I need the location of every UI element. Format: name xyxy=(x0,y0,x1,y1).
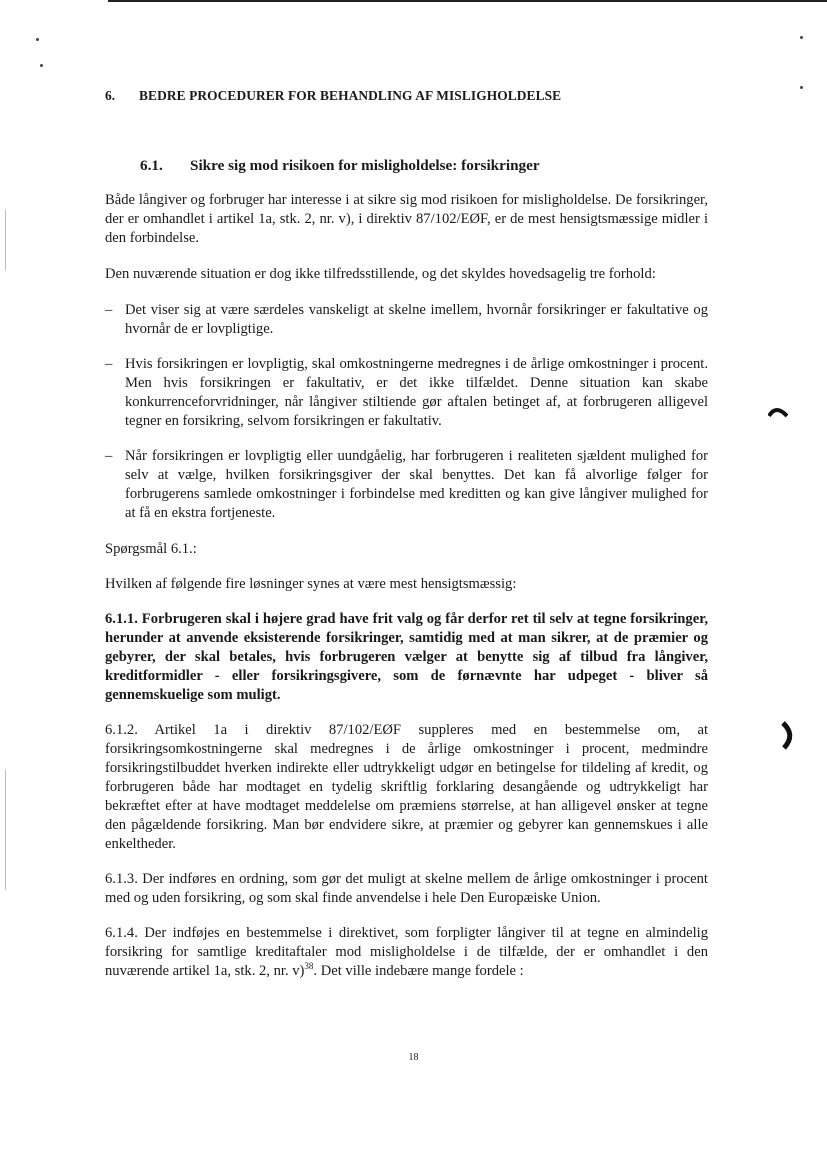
scan-edge-line xyxy=(5,770,6,890)
section-number: 6. xyxy=(105,88,116,103)
paragraph-intro: Både långiver og forbruger har interesse i at sikre sig mod risikoen for misligholdelse. De forsikringer, der er omhandlet i artikel 1a, stk. 2, nr. v), i direktiv 87/102/EØF, er de mest hensigtsmæssige midler i den forbindelse. xyxy=(105,192,708,246)
bullet-text: Hvis forsikringen er lovpligtig, skal omkostningerne medregnes i de årlige omkostninger i procent. Men hvis forsikringen er fakultativ, er det ikke tilfældet. Denne situation kan skabe konkurrenceforvridninger, når långiver stiltiende gør aftalen betinget af, at forbrugeren alligevel tegner en forsikring, selvom forsikringen er fakultativ. xyxy=(125,356,708,429)
scan-ink-mark xyxy=(768,404,788,418)
paragraph-situation: Den nuværende situation er dog ikke tilfredsstillende, og det skyldes hovedsagelig tre forhold: xyxy=(105,266,656,282)
question-text: Hvilken af følgende fire løsninger synes at være mest hensigtsmæssig: xyxy=(105,576,517,592)
section-heading xyxy=(105,86,708,105)
option-6-1-3: 6.1.3. Der indføres en ordning, som gør det muligt at skelne mellem de årlige omkostninger i procent med og uden forsikring, og som skal finde anvendelse i hele Den Europæiske Union. xyxy=(105,871,708,906)
bullet-text: Når forsikringen er lovpligtig eller uundgåelig, har forbrugeren i realiteten sjældent mulighed for selv at vælge, hvilken forsikringsgiver der skal benyttes. Det kan få alvorlige følger for forbrugerens samlede omkostninger i forbindelse med kreditten og kan give långiver mulighed for at få en ekstra fortjeneste. xyxy=(125,448,708,521)
scan-edge-line xyxy=(5,210,6,270)
subsection-number: 6.1. xyxy=(140,157,163,174)
scan-speck xyxy=(36,38,39,41)
scan-top-rule xyxy=(108,0,827,2)
bullet-item xyxy=(105,355,708,431)
bullet-dash: – xyxy=(105,448,113,464)
scan-speck xyxy=(40,64,43,67)
option-6-1-4 xyxy=(105,924,708,981)
document-body xyxy=(105,86,708,981)
scan-speck xyxy=(800,86,803,89)
option-6-1-4-tail: . Det ville indebære mange fordele : xyxy=(313,963,524,979)
option-6-1-2: 6.1.2. Artikel 1a i direktiv 87/102/EØF suppleres med en bestemmelse om, at forsikringsomkostningerne skal medregnes i de årlige omkostninger i procent, medmindre forsikringstilbuddet hverken indirekte eller udtrykkeligt udgør en betingelse for tildeling af kredit, og forbrugeren både har modtaget en tydelig skriftlig forklaring desangående og udtrykkeligt har bekræftet efter at have modtaget meddelelse om præmiens størrelse, at han alligevel ønsker at tegne den pågældende forsikring. Man bør endvidere sikre, at præmier og gebyrer kan gennemskues i alle enkeltheder. xyxy=(105,722,708,852)
question-label: Spørgsmål 6.1.: xyxy=(105,541,197,557)
bullet-dash: – xyxy=(105,302,113,318)
option-6-1-4-text: 6.1.4. Der indføjes en bestemmelse i direktivet, som forpligter långiver til at tegne en almindelig forsikring for samtlige kreditaftaler mod misligholdelse i de tilfælde, der er omhandlet i den nuværende artikel 1a, stk. 2, nr. v) xyxy=(105,925,708,979)
scan-speck xyxy=(800,36,803,39)
bullet-dash: – xyxy=(105,356,113,372)
footnote-ref: 38 xyxy=(304,961,314,972)
subsection-heading xyxy=(105,156,708,175)
option-6-1-1: 6.1.1. Forbrugeren skal i højere grad have frit valg og får derfor ret til selv at tegne forsikringer, herunder at anvende eksisterende forsikringer, samtidig med at man sikrer, at de præmier og gebyrer, der skal betales, hvis forbrugeren vælger at benytte sig af tilbud fra långiver, kreditformidler - eller forsikringsgivere, som de førnævnte har udpeget - bliver så gennemskuelige som muligt. xyxy=(105,611,708,703)
subsection-title: Sikre sig mod risikoen for misligholdelse: forsikringer xyxy=(190,157,540,174)
page-number: 18 xyxy=(408,1052,419,1063)
bullet-item xyxy=(105,447,708,523)
bullet-text: Det viser sig at være særdeles vanskeligt at skelne imellem, hvornår forsikringer er fakultative og hvornår de er lovpligtige. xyxy=(125,302,708,337)
scan-ink-mark xyxy=(780,720,796,750)
bullet-item xyxy=(105,301,708,339)
section-title: BEDRE PROCEDURER FOR BEHANDLING AF MISLIGHOLDELSE xyxy=(139,88,562,103)
